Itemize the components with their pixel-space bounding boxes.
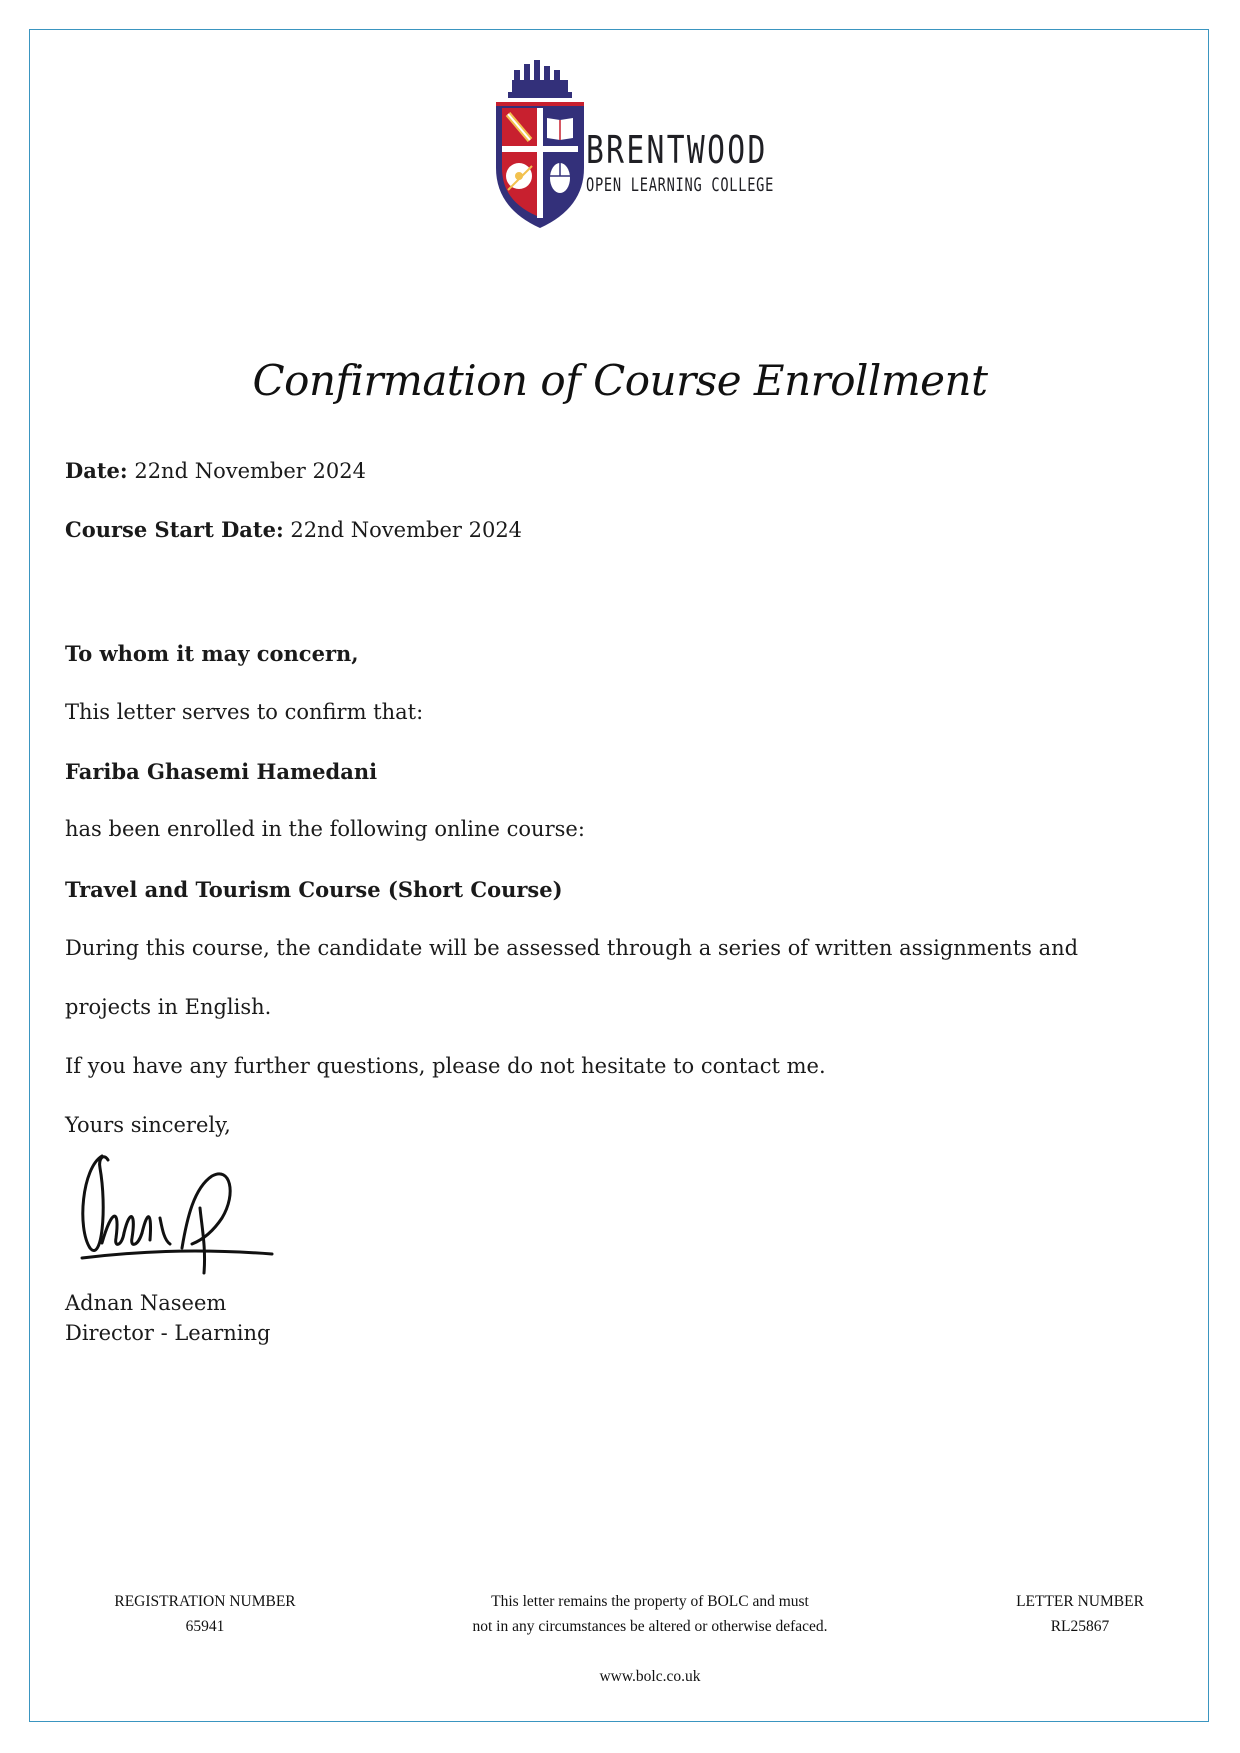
signature-image bbox=[72, 1148, 282, 1298]
letter-number-block bbox=[990, 1589, 1170, 1639]
course-name: Travel and Tourism Course (Short Course) bbox=[65, 877, 563, 902]
notice-line-2: not in any circumstances be altered or otherwise defaced. bbox=[472, 1618, 828, 1635]
assessment-line-2: projects in English. bbox=[65, 995, 272, 1019]
letter-number-value: RL25867 bbox=[1050, 1618, 1110, 1635]
date-line bbox=[65, 458, 366, 483]
date-label: Date: bbox=[65, 458, 128, 483]
signatory-role: Director - Learning bbox=[65, 1321, 271, 1345]
signatory-name: Adnan Naseem bbox=[65, 1291, 227, 1315]
crest-icon bbox=[490, 58, 590, 233]
letter-title: Confirmation of Course Enrollment bbox=[252, 356, 988, 405]
letter-number-label: LETTER NUMBER bbox=[1016, 1593, 1144, 1610]
date-value: 22nd November 2024 bbox=[134, 459, 366, 483]
notice-line-1: This letter remains the property of BOLC and must bbox=[491, 1593, 809, 1610]
enrolled-line: has been enrolled in the following online course: bbox=[65, 817, 585, 841]
confirm-line: This letter serves to confirm that: bbox=[65, 700, 424, 724]
registration-block bbox=[100, 1589, 310, 1639]
logo-wordmark bbox=[586, 128, 847, 196]
closing-line: Yours sincerely, bbox=[65, 1113, 231, 1137]
questions-line: If you have any further questions, please do not hesitate to contact me. bbox=[65, 1054, 826, 1078]
registration-label: REGISTRATION NUMBER bbox=[114, 1593, 296, 1610]
salutation: To whom it may concern, bbox=[65, 641, 359, 666]
course-start-line bbox=[65, 517, 522, 542]
assessment-line-1: During this course, the candidate will be assessed through a series of written assignments and bbox=[65, 936, 1079, 960]
logo-subtitle: OPEN LEARNING COLLEGE bbox=[586, 174, 775, 196]
website-link[interactable]: www.bolc.co.uk bbox=[599, 1668, 701, 1685]
logo-title: BRENTWOOD bbox=[586, 128, 768, 172]
ownership-notice bbox=[440, 1589, 860, 1639]
course-start-value: 22nd November 2024 bbox=[290, 518, 523, 542]
page-border bbox=[29, 29, 1209, 1722]
college-logo bbox=[490, 58, 775, 233]
course-start-label: Course Start Date: bbox=[65, 517, 284, 542]
registration-value: 65941 bbox=[185, 1618, 225, 1635]
student-name: Fariba Ghasemi Hamedani bbox=[65, 759, 378, 784]
